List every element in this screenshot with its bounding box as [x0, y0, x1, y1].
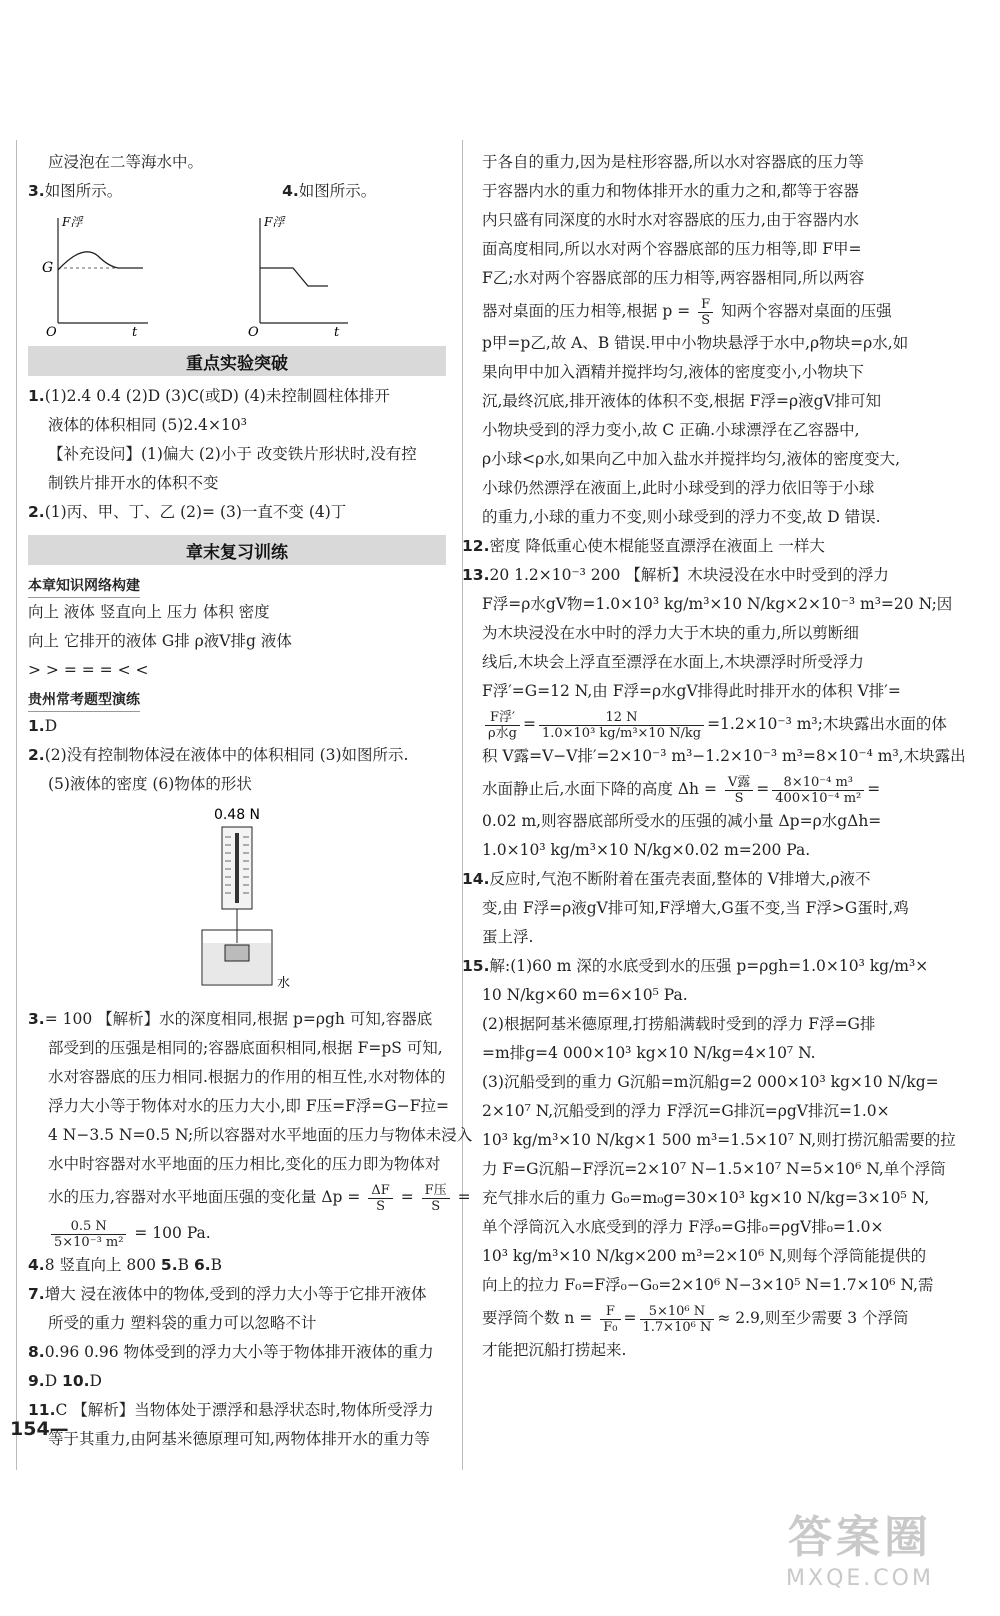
a6-text: B: [210, 1256, 223, 1274]
text-line: > > = = = < <: [28, 661, 149, 679]
text-line: 应浸泡在二等海水中。: [48, 153, 204, 171]
a4-a6-line: [28, 1251, 446, 1280]
column-divider: [462, 140, 463, 1470]
fraction: $\frac{\text{8×10⁻⁴ m³}}{\text{400×10⁻⁴ m²}}$: [772, 775, 864, 806]
text-segment: =: [867, 780, 881, 798]
a3-number: 3.: [28, 1010, 45, 1028]
e1-number: 1.: [28, 387, 45, 405]
q3-answer: 如图所示。: [44, 182, 123, 200]
fraction: $\frac{\text{5×10⁶ N}}{\text{1.7×10⁶ N}}$: [640, 1304, 715, 1335]
text-line: 面高度相同,所以水对两个容器底部的压力相等,即 F甲=: [482, 240, 862, 258]
q3-number: 3.: [28, 182, 45, 200]
text-line: 向上的拉力 F₀=F浮₀−G₀=2×10⁶ N−3×10⁵ N=1.7×10⁶ N,需: [482, 1276, 934, 1294]
text-line: 内只盛有同深度的水时水对容器底的压力,由于容器内水: [482, 211, 859, 229]
text-line: 向上 液体 竖直向上 压力 体积 密度: [28, 603, 270, 621]
text-line: 0.02 m,则容器底部所受水的压强的减小量 Δp=ρ水gΔh=: [482, 812, 882, 830]
graph2-origin: O: [248, 325, 259, 340]
subheading-knowledge: 本章知识网络构建: [28, 575, 140, 598]
text-line: 沉,最终沉底,排开液体的体积不变,根据 F浮=ρ液gV排可知: [482, 392, 882, 410]
formula-line: 要浮筒个数 n = $\frac{F}{\text{F₀}}$ = $\frac{\text{5×10⁶ N}}{\text{1.7×10⁶ N}}$ ≈ 2.9,则至少需要 3 个浮筒: [482, 1303, 909, 1335]
a9-number: 9.: [28, 1372, 45, 1390]
text-segment: =1.2×10⁻³ m³;木块露出水面的体: [707, 715, 947, 733]
graph1-curve: [58, 252, 143, 270]
spring-scale-svg: [177, 805, 297, 995]
text-line: 制铁片排开水的体积不变: [48, 474, 219, 492]
q15-number: 15.: [462, 957, 490, 975]
a2-text: (2)没有控制物体浸在液体中的体积相同 (3)如图所示.: [44, 746, 409, 764]
text-line: 于各自的重力,因为是柱形容器,所以水对容器底的压力等: [482, 153, 864, 171]
text-line: F浮=ρ水gV物=1.0×10³ kg/m³×10 N/kg×2×10⁻³ m³=20 N;因: [482, 595, 953, 613]
a7-line: [28, 1280, 446, 1309]
a7-text: 增大 浸在液体中的物体,受到的浮力大小等于它排开液体: [44, 1285, 427, 1303]
text-line: 果向甲中加入酒精并搅拌均匀,液体的密度变小,小物块下: [482, 363, 864, 381]
graph1-x-label: t: [132, 325, 138, 340]
formula-line: $\frac{\text{F浮′}}{\text{ρ水g}}$ = $\frac{12 N}{\text{1.0×10³ kg/m³×10 N/kg}}$ =1.2×10⁻³ m³;木块露出水面的体: [482, 706, 904, 742]
section-heading-review: 章末复习训练: [28, 535, 446, 565]
graph-2: [248, 215, 348, 340]
text-line: 积 V露=V−V排′=2×10⁻³ m³−1.2×10⁻³ m³=8×10⁻⁴ m³,木块露出: [482, 747, 966, 765]
a5-number: 5.: [160, 1256, 178, 1274]
e2-line: [28, 498, 446, 527]
e2-text: (1)丙、甲、丁、乙 (2)= (3)一直不变 (4)丁: [44, 503, 347, 521]
a7-number: 7.: [28, 1285, 45, 1303]
q13-text: 20 1.2×10⁻³ 200 【解析】木块浸没在水中时受到的浮力: [489, 566, 889, 584]
q14-text: 反应时,气泡不断附着在蛋壳表面,整体的 V排增大,ρ液不: [489, 870, 871, 888]
a3-text: = 100 【解析】水的深度相同,根据 p=ρgh 可知,容器底: [44, 1010, 433, 1028]
e1-line: [28, 382, 446, 411]
spring-scale-figure: [28, 805, 446, 999]
text-line: 浮力大小等于物体对水的压力大小,即 F压=F浮=G−F拉=: [48, 1097, 449, 1115]
a11-number: 11.: [28, 1401, 56, 1419]
watermark-logo: [750, 1510, 970, 1600]
a5-text: B: [177, 1256, 194, 1274]
a9-a10-line: [28, 1367, 446, 1396]
text-line: 【补充设问】(1)偏大 (2)小于 改变铁片形状时,没有控: [48, 445, 417, 463]
q15-text: 解:(1)60 m 深的水底受到水的压强 p=ρgh=1.0×10³ kg/m³×: [489, 957, 929, 975]
text-line: 液体的体积相同 (5)2.4×10³: [48, 416, 247, 434]
text-line: 才能把沉船打捞起来.: [482, 1341, 627, 1359]
text-segment: 要浮筒个数 n =: [482, 1309, 593, 1327]
a2-number: 2.: [28, 746, 45, 764]
a1-text: D: [44, 717, 58, 735]
q12-number: 12.: [462, 537, 490, 555]
fraction: $\frac{F}{S}$: [698, 297, 713, 328]
a11-text: C 【解析】当物体处于漂浮和悬浮状态时,物体所受浮力: [55, 1401, 434, 1419]
a8-text: 0.96 0.96 物体受到的浮力大小等于物体排开液体的重力: [44, 1343, 434, 1361]
q13-line: [462, 561, 904, 590]
graph-1: [42, 215, 148, 340]
text-line: 10 N/kg×60 m=6×10⁵ Pa.: [482, 986, 688, 1004]
buoyancy-graphs: [28, 208, 446, 338]
fraction: $\frac{\text{V露}}{S}$: [725, 775, 753, 806]
a3-text: 水的压力,容器对水平地面压强的变化量 Δp =: [48, 1188, 361, 1206]
fraction: $\frac{0.5 N}{\text{5×10⁻³ m²}}$: [51, 1219, 126, 1250]
spring-reading-label: 0.48 N: [213, 807, 261, 823]
section-heading-experiment: 重点实验突破: [28, 346, 446, 376]
a6-number: 6.: [193, 1256, 211, 1274]
q12-text: 密度 降低重心使木棍能竖直漂浮在液面上 一样大: [489, 537, 825, 555]
graph1-g-label: G: [42, 260, 54, 276]
text-line: 单个浮筒沉入水底受到的浮力 F浮₀=G排₀=ρgV排₀=1.0×: [482, 1218, 884, 1236]
left-margin-line: [16, 140, 17, 1470]
a1-line: [28, 712, 446, 741]
a10-number: 10.: [62, 1372, 90, 1390]
subheading-practice: 贵州常考题型演练: [28, 689, 140, 712]
text-line: 10³ kg/m³×10 N/kg×1 500 m³=1.5×10⁷ N,则打捞沉船需要的拉: [482, 1131, 956, 1149]
text-line: 水中时容器对水平地面的压力相比,变化的压力即为物体对: [48, 1155, 441, 1173]
left-column: [28, 148, 473, 1454]
text-line: =m排g=4 000×10³ kg×10 N/kg=4×10⁷ N.: [482, 1044, 816, 1062]
text-line: 4 N−3.5 N=0.5 N;所以容器对水平地面的压力与物体未浸入: [48, 1126, 473, 1144]
graph1-origin: O: [46, 325, 57, 340]
water-label: 水: [277, 976, 291, 991]
graphs-row: [28, 208, 446, 338]
a1-number: 1.: [28, 717, 45, 735]
equals-sign: =: [457, 1188, 471, 1206]
text-line: 小物块受到的浮力变小,故 C 正确.小球漂浮在乙容器中,: [482, 421, 860, 439]
q13-number: 13.: [462, 566, 490, 584]
formula-line: 水面静止后,水面下降的高度 Δh = $\frac{\text{V露}}{S}$ = $\frac{\text{8×10⁻⁴ m³}}{\text{400×10⁻⁴ m²}}$ =: [482, 774, 881, 806]
watermark-url: MXQE.COM: [786, 1566, 934, 1591]
q3-q4-line: [28, 177, 446, 206]
text-line: 1.0×10³ kg/m³×10 N/kg×0.02 m=200 Pa.: [482, 841, 811, 859]
a3-line: [28, 1005, 446, 1034]
text-line: 等于其重力,由阿基米德原理可知,两物体排开水的重力等: [48, 1430, 430, 1448]
graph1-y-label: F浮: [62, 215, 83, 229]
text-line: 部受到的压强是相同的;容器底面积相同,根据 F=pS 可知,: [48, 1039, 443, 1057]
text-line: F浮′=G=12 N,由 F浮=ρ水gV排得此时排开水的体积 V排′=: [482, 682, 901, 700]
text-line: 蛋上浮.: [482, 928, 534, 946]
a9-text: D: [44, 1372, 63, 1390]
fraction: $\frac{\Delta F}{S}$: [368, 1183, 392, 1214]
a8-line: [28, 1338, 446, 1367]
graph2-x-label: t: [334, 325, 340, 340]
text-line: F乙;水对两个容器底部的压力相等,两容器相同,所以两容: [482, 269, 865, 287]
a8-number: 8.: [28, 1343, 45, 1361]
text-line: 2×10⁷ N,沉船受到的浮力 F浮沉=G排沉=ρgV排沉=1.0×: [482, 1102, 890, 1120]
formula-line: [482, 293, 904, 329]
formula-line: [28, 1215, 446, 1251]
e1-text: (1)2.4 0.4 (2)D (3)C(或D) (4)未控制圆柱体排开: [44, 387, 390, 405]
text-line: 向上 它排开的液体 G排 ρ液V排g 液体: [28, 632, 292, 650]
a11-line: [28, 1396, 446, 1425]
right-column: [462, 148, 966, 1365]
q12-line: [462, 532, 904, 561]
text-segment: 器对桌面的压力相等,根据 p =: [482, 302, 691, 320]
text-segment: 水面静止后,水面下降的高度 Δh =: [482, 780, 717, 798]
text-segment: 知两个容器对桌面的压强: [721, 302, 892, 320]
page-number: 154—: [10, 1418, 69, 1440]
text-line: (3)沉船受到的重力 G沉船=m沉船g=2 000×10³ kg×10 N/kg=: [482, 1073, 939, 1091]
text-line: (5)液体的密度 (6)物体的形状: [48, 775, 252, 793]
equals-sign: =: [400, 1188, 414, 1206]
graph2-y-label: F浮: [264, 215, 285, 229]
fraction: $\frac{F}{\text{F₀}}$: [600, 1304, 620, 1335]
text-line: 小球仍然漂浮在液面上,此时小球受到的浮力依旧等于小球: [482, 479, 875, 497]
q14-number: 14.: [462, 870, 490, 888]
text-line: 于容器内水的重力和物体排开水的重力之和,都等于容器: [482, 182, 859, 200]
fraction: $\frac{12 N}{\text{1.0×10³ kg/m³×10 N/kg}}$: [539, 710, 704, 741]
text-line: 10³ kg/m³×10 N/kg×200 m³=2×10⁶ N,则每个浮筒能提供的: [482, 1247, 927, 1265]
text-line: 线后,木块会上浮直至漂浮在水面上,木块漂浮时所受浮力: [482, 653, 864, 671]
text-line: 所受的重力 塑料袋的重力可以忽略不计: [48, 1314, 317, 1332]
q4-number: 4.: [282, 182, 299, 200]
a4-number: 4.: [28, 1256, 45, 1274]
a4-text: 8 竖直向上 800: [44, 1256, 161, 1274]
formula-line: [28, 1179, 471, 1215]
a10-text: D: [89, 1372, 102, 1390]
q14-line: [462, 865, 904, 894]
q15-line: [462, 952, 929, 981]
text-line: 为木块浸没在水中时的浮力大于木块的重力,所以剪断细: [482, 624, 859, 642]
text-line: 力 F=G沉船−F浮沉=2×10⁷ N−1.5×10⁷ N=5×10⁶ N,单个浮筒: [482, 1160, 946, 1178]
text-line: (2)根据阿基米德原理,打捞船满载时受到的浮力 F浮=G排: [482, 1015, 876, 1033]
a3-result: = 100 Pa.: [134, 1224, 211, 1242]
text-line: p甲=p乙,故 A、B 错误.甲中小物块悬浮于水中,ρ物块=ρ水,如: [482, 334, 909, 352]
text-segment: ≈ 2.9,则至少需要 3 个浮筒: [717, 1309, 909, 1327]
fraction: $\frac{\text{F浮′}}{\text{ρ水g}}$: [485, 710, 520, 741]
q4-answer: 如图所示。: [298, 182, 377, 200]
text-line: ρ小球<ρ水,如果向乙中加入盐水并搅拌均匀,液体的密度变大,: [482, 450, 900, 468]
text-line: 充气排水后的重力 G₀=m₀g=30×10³ kg×10 N/kg=3×10⁵ N,: [482, 1189, 930, 1207]
graph2-curve: [260, 268, 328, 286]
a2-line: [28, 741, 446, 770]
object-block: [225, 945, 249, 961]
text-line: 水对容器底的压力相同.根据力的作用的相互性,水对物体的: [48, 1068, 446, 1086]
text-line: 变,由 F浮=ρ液gV排可知,F浮增大,G蛋不变,当 F浮>G蛋时,鸡: [482, 899, 909, 917]
text-line: 的重力,小球的重力不变,则小球受到的浮力不变,故 D 错误.: [482, 508, 881, 526]
fraction: $\frac{\text{F压}}{S}$: [422, 1183, 450, 1214]
e2-number: 2.: [28, 503, 45, 521]
watermark-text: 答案圈: [788, 1512, 932, 1563]
